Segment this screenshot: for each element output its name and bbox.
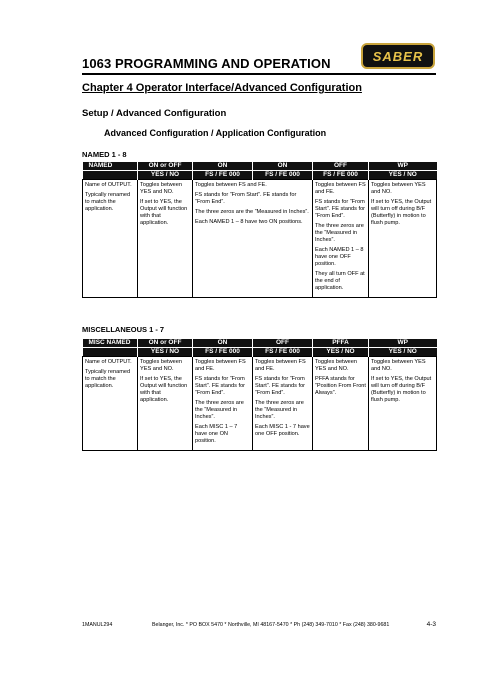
page-header-title: 1063 PROGRAMMING AND OPERATION — [82, 56, 331, 71]
cell-text: The three zeros are the “Measured in Inches”. — [195, 209, 309, 215]
misc-header-row — [83, 339, 437, 348]
cell-text: If set to YES, the Output will function with that application. — [140, 376, 188, 403]
col-header: PFFA — [313, 339, 369, 348]
col-subheader: FS / FE 000 — [193, 171, 253, 180]
cell-text: Each NAMED 1 – 8 have two ON positions. — [195, 219, 303, 225]
table-cell — [369, 180, 437, 298]
col-subheader — [83, 171, 138, 180]
cell-text: Toggles between FS and FE. — [195, 359, 246, 372]
cell-text: PFFA stands for “Position From Front Always”. — [315, 376, 366, 396]
col-header: OFF — [253, 339, 313, 348]
table-cell — [313, 180, 369, 298]
table-cell — [193, 357, 253, 451]
table-cell — [138, 180, 193, 298]
col-header: ON or OFF — [138, 162, 193, 171]
named-header-row — [83, 162, 437, 171]
cell-text: Typically renamed to match the application. — [85, 369, 131, 389]
misc-section-title: MISCELLANEOUS 1 - 7 — [82, 325, 165, 334]
saber-logo — [361, 43, 435, 69]
cell-text: Toggles between YES and NO. — [140, 359, 182, 372]
col-header: MISC NAMED — [83, 339, 138, 348]
setup-heading: Setup / Advanced Configuration — [82, 108, 227, 119]
col-header: WP — [369, 162, 437, 171]
col-subheader: FS / FE 000 — [193, 348, 253, 357]
cell-text: The three zeros are the “Measured in Inches”. — [195, 400, 244, 420]
cell-text: Name of OUTPUT. — [85, 182, 132, 188]
cell-text: If set to YES, the Output will turn off during B/F (Butterfly) in motion to flush pump. — [371, 376, 432, 403]
misc-data-row — [83, 357, 437, 451]
named-data-row — [83, 180, 437, 298]
named-subheader-row — [83, 171, 437, 180]
col-subheader: FS / FE 000 — [253, 348, 313, 357]
misc-table — [82, 339, 437, 451]
cell-text: FS stands for “From Start”. FE stands for “From End”. — [195, 192, 297, 205]
cell-text: They all turn OFF at the end of application. — [315, 271, 365, 291]
named-table — [82, 162, 437, 298]
application-heading: Advanced Configuration / Application Configuration — [104, 128, 327, 138]
cell-text: Toggles between YES and NO. — [140, 182, 182, 195]
logo-text: SABER — [372, 48, 424, 64]
chapter-title: Chapter 4 Operator Interface/Advanced Configuration — [82, 82, 362, 94]
col-header: OFF — [313, 162, 369, 171]
cell-text: Each NAMED 1 – 8 have one OFF position. — [315, 247, 364, 267]
col-subheader: YES / NO — [138, 348, 193, 357]
cell-text: Typically renamed to match the application. — [85, 192, 131, 212]
cell-text: FS stands for “From Start”. FE stands for “From End”. — [195, 376, 246, 396]
footer-page-number: 4-3 — [426, 621, 436, 628]
col-header: ON — [253, 162, 313, 171]
cell-text: Each MISC 1 - 7 have one OFF position. — [255, 424, 310, 437]
col-header: NAMED — [83, 162, 138, 171]
cell-text: FS stands for “From Start”. FE stands for “From End”. — [315, 199, 366, 219]
table-cell — [83, 357, 138, 451]
table-cell — [313, 357, 369, 451]
col-subheader: YES / NO — [138, 171, 193, 180]
cell-text: The three zeros are the “Measured in Inches”. — [255, 400, 304, 420]
cell-text: Toggles between YES and NO. — [315, 359, 357, 372]
misc-subheader-row — [83, 348, 437, 357]
cell-text: If set to YES, the Output will turn off during B/F (Butterfly) in motion to flush pump. — [371, 199, 432, 226]
col-subheader: YES / NO — [313, 348, 369, 357]
table-cell — [138, 357, 193, 451]
named-section-title: NAMED 1 - 8 — [82, 150, 127, 159]
table-cell — [83, 180, 138, 298]
cell-text: Toggles between YES and NO. — [371, 359, 426, 372]
col-header: ON — [193, 162, 253, 171]
header-rule — [82, 73, 436, 75]
cell-text: Toggles between FS and FE. — [315, 182, 366, 195]
col-subheader: YES / NO — [369, 348, 437, 357]
col-subheader: YES / NO — [369, 171, 437, 180]
table-cell — [369, 357, 437, 451]
cell-text: Name of OUTPUT. — [85, 359, 132, 365]
cell-text: FS stands for “From Start”. FE stands for “From End”. — [255, 376, 306, 396]
cell-text: Each MISC 1 – 7 have one ON position. — [195, 424, 238, 444]
footer-doc-number: 1MANUL294 — [82, 622, 113, 628]
col-subheader: FS / FE 000 — [313, 171, 369, 180]
cell-text: Toggles between FS and FE. — [195, 182, 267, 188]
table-cell — [253, 357, 313, 451]
cell-text: If set to YES, the Output will function with that application. — [140, 199, 188, 226]
col-header: ON — [193, 339, 253, 348]
col-subheader: FS / FE 000 — [253, 171, 313, 180]
table-cell — [193, 180, 313, 298]
col-subheader — [83, 348, 138, 357]
col-header: WP — [369, 339, 437, 348]
col-header: ON or OFF — [138, 339, 193, 348]
footer-address: Belanger, Inc. * PO BOX 5470 * Northville, MI 48167-5470 * Ph (248) 349-7010 * Fax (248) 380-9681 — [152, 622, 390, 628]
cell-text: The three zeros are the “Measured in Inches”. — [315, 223, 364, 243]
cell-text: Toggles between FS and FE. — [255, 359, 306, 372]
cell-text: Toggles between YES and NO. — [371, 182, 426, 195]
